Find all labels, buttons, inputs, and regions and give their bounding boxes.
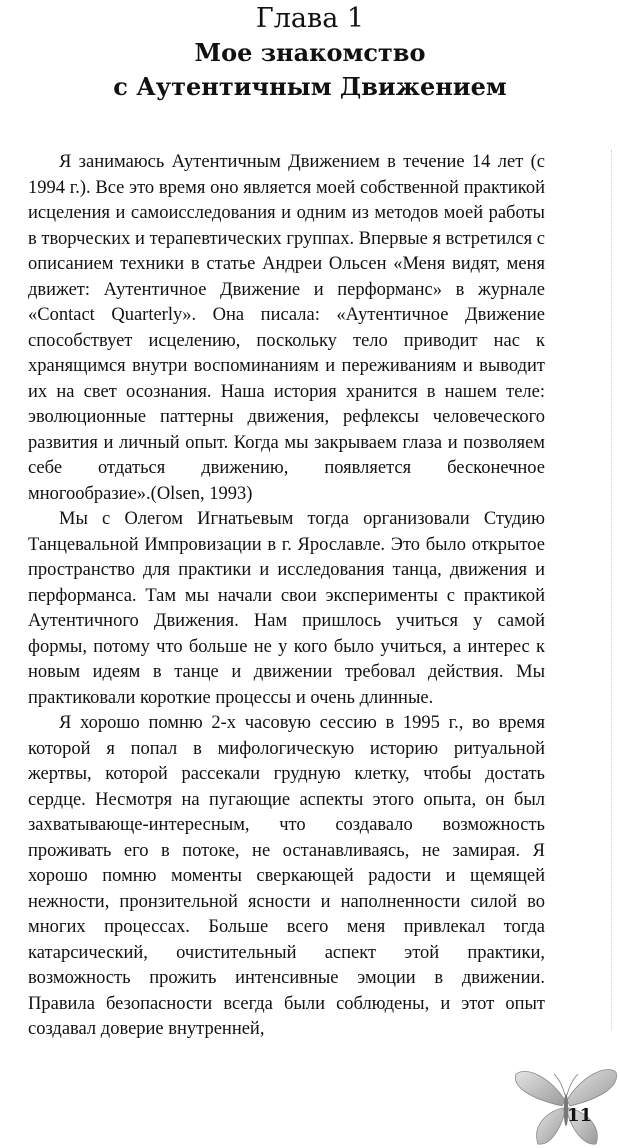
paragraph-2: Мы с Олегом Игнатьевым тогда организовали Студию Танцевальной Импровизации в г. Ярославле. Это было открытое пространство для практики и исследования танца, движения и перформанса. Там мы начали свои эксперименты с практикой Аутентичного Движения. Нам пришлось учиться у самой формы, потому что больше не у кого было учиться, а интерес к новым идеям в танце и движении требовал действия. Мы практиковали короткие процессы и очень длинные. bbox=[28, 509, 545, 708]
butterfly-icon bbox=[510, 1060, 620, 1148]
paragraph-1: Я занимаюсь Аутентичным Движением в течение 14 лет (с 1994 г.). Все это время оно является моей собственной практикой исцеления и самоисследования и одним из методов моей работы в творческих и терапевтических группах. Впервые я встретился с описанием техники в статье Андреи Ольсен «Меня видят, меня движет: Аутентичное Движение и перформанс» в журнале «Contact Quarterly». Она писала: «Аутентичное Движение способствует исцелению, поскольку тело приводит нас к хранящимся внутри воспоминаниям и переживаниям и выводит их на свет осознания. Наша история хранится в нашем теле: эволюционные паттерны движения, рефлексы человеческого развития и личный опыт. Когда мы закрываем глаза и позволяем себе отдаться движению, появляется бесконечное многообразие».(Olsen, 1993) bbox=[28, 152, 545, 504]
chapter-number: Глава 1 bbox=[255, 3, 365, 34]
page-edge-dots bbox=[611, 150, 612, 1030]
chapter-heading bbox=[0, 2, 620, 104]
body-text bbox=[28, 150, 545, 1043]
page-number: 11 bbox=[566, 1105, 592, 1126]
chapter-title-line-1: Мое знакомство bbox=[194, 38, 426, 67]
chapter-title-line-2: с Аутентичным Движением bbox=[113, 72, 507, 101]
paragraph-3: Я хорошо помню 2-х часовую сессию в 1995 г., во время которой я попал в мифологическую историю ритуальной жертвы, которой рассекали грудную клетку, чтобы достать сердце. Несмотря на пугающие аспекты этого опыта, он был захватывающе-интересным, что создавало возможность проживать его в потоке, не останавливаясь, не замирая. Я хорошо помню моменты сверкающей радости и щемящей нежности, пронзительной ясности и наполненности силой во многих процессах. Больше всего меня привлекал тогда катарсический, очистительный аспект этой практики, возможность прожить интенсивные эмоции в движении. Правила безопасности всегда были соблюдены, и этот опыт создавал доверие внутренней, bbox=[28, 713, 545, 1039]
